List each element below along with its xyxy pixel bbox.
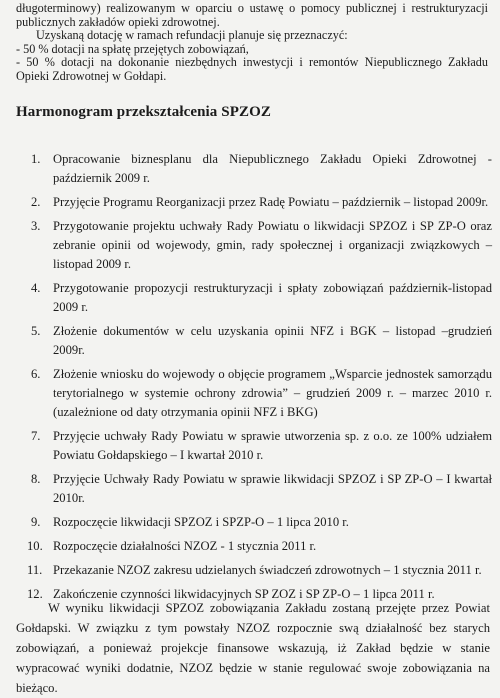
schedule-item-text: Przyjęcie Programu Reorganizacji przez Radę Powiatu – październik – listopad 2009r. xyxy=(53,195,489,209)
schedule-item-number: 8. xyxy=(31,472,41,486)
schedule-item xyxy=(0,427,492,465)
section-heading: Harmonogram przekształcenia SPZOZ xyxy=(16,104,271,120)
funding-plan-text: Uzyskaną dotację w ramach refundacji planuje się przeznaczyć: xyxy=(36,28,348,43)
schedule-item-text: Opracowanie biznesplanu dla Niepublicznego Zakładu Opieki Zdrowotnej - październik 2009 r. xyxy=(53,152,492,185)
schedule-item-number: 2. xyxy=(31,195,41,209)
schedule-item xyxy=(0,470,492,508)
schedule-item xyxy=(0,537,492,556)
funding-item-debts: - 50 % dotacji na spłatę przejętych zobowiązań, xyxy=(16,41,249,56)
schedule-item-number: 9. xyxy=(31,515,41,529)
schedule-item xyxy=(0,322,492,360)
schedule-item-text: Rozpoczęcie likwidacji SPZOZ i SPZP-O – 1 lipca 2010 r. xyxy=(53,515,349,529)
schedule-item xyxy=(0,365,492,422)
schedule-item xyxy=(0,217,492,274)
schedule-item-text: Zakończenie czynności likwidacyjnych SP ZOZ i SP ZP-O – 1 lipca 2011 r. xyxy=(53,587,435,601)
schedule-item-text: Złożenie dokumentów w celu uzyskania opinii NFZ i BGK – listopad –grudzień 2009r. xyxy=(53,324,492,357)
schedule-item xyxy=(0,150,492,188)
schedule-item-text: Przyjęcie Uchwały Rady Powiatu w sprawie likwidacji SPZOZ i SP ZP-O – I kwartał 2010r. xyxy=(53,472,492,505)
schedule-item-number: 5. xyxy=(31,324,41,338)
schedule-item-number: 4. xyxy=(31,281,41,295)
schedule-item xyxy=(0,193,492,212)
schedule-item xyxy=(0,513,492,532)
schedule-item-text: Przekazanie NZOZ zakresu udzielanych świadczeń zdrowotnych – 1 stycznia 2011 r. xyxy=(53,563,482,577)
schedule-item-number: 12. xyxy=(27,587,43,601)
schedule-item-number: 3. xyxy=(31,219,41,233)
schedule-item-text: Rozpoczęcie działalności NZOZ - 1 stycznia 2011 r. xyxy=(53,539,317,553)
intro-paragraph: długoterminowy) realizowanym w oparciu o ustawę o pomocy publicznej i restrukturyzacji publicznych zakładów opieki zdrowotnej. xyxy=(16,1,488,29)
schedule-item-number: 7. xyxy=(31,429,41,443)
schedule-item-text: Przygotowanie projektu uchwały Rady Powiatu o likwidacji SPZOZ i SP ZP-O oraz zebranie opinii od wojewody, gmin, rady społecznej i organizacji związkowych – listopad 2009 r. xyxy=(53,219,492,271)
schedule-item-number: 1. xyxy=(31,152,41,166)
schedule-item-number: 10. xyxy=(27,539,43,553)
schedule-item-text: Przygotowanie propozycji restrukturyzacji i spłaty zobowiązań październik-listopad 2009 r. xyxy=(53,281,492,314)
schedule-item-text: Przyjęcie uchwały Rady Powiatu w sprawie utworzenia sp. z o.o. ze 100% udziałem Powiatu Gołdapskiego – I kwartał 2010 r. xyxy=(53,429,492,462)
schedule-list xyxy=(0,150,492,609)
schedule-item-text: Złożenie wniosku do wojewody o objęcie programem „Wsparcie jednostek samorządu terytorialnego w systemie ochrony zdrowia” – grudzień 2009 r. – marzec 2010 r. (uzależnione od daty otrzymania opinii NFZ i BKG) xyxy=(53,367,492,419)
intro-section xyxy=(16,2,488,84)
schedule-item xyxy=(0,279,492,317)
conclusion-paragraph: W wyniku likwidacji SPZOZ zobowiązania Zakładu zostaną przejęte przez Powiat Gołdapski. W związku z tym powstały NZOZ rozpocznie swą działalność bez starych zobowiązań, a ponieważ projekcje finansowe wskazują, iż Zakład będzie w stanie wypracować wyniki dodatnie, NZOZ będzie w stanie regulować swoje zobowiązania na bieżąco. xyxy=(16,601,490,695)
schedule-item-number: 11. xyxy=(27,563,43,577)
schedule-item-number: 6. xyxy=(31,367,41,381)
schedule-item xyxy=(0,561,492,580)
funding-item-investments: - 50 % dotacji na dokonanie niezbędnych inwestycji i remontów Niepublicznego Zakładu Opieki Zdrowotnej w Gołdapi. xyxy=(16,55,488,83)
